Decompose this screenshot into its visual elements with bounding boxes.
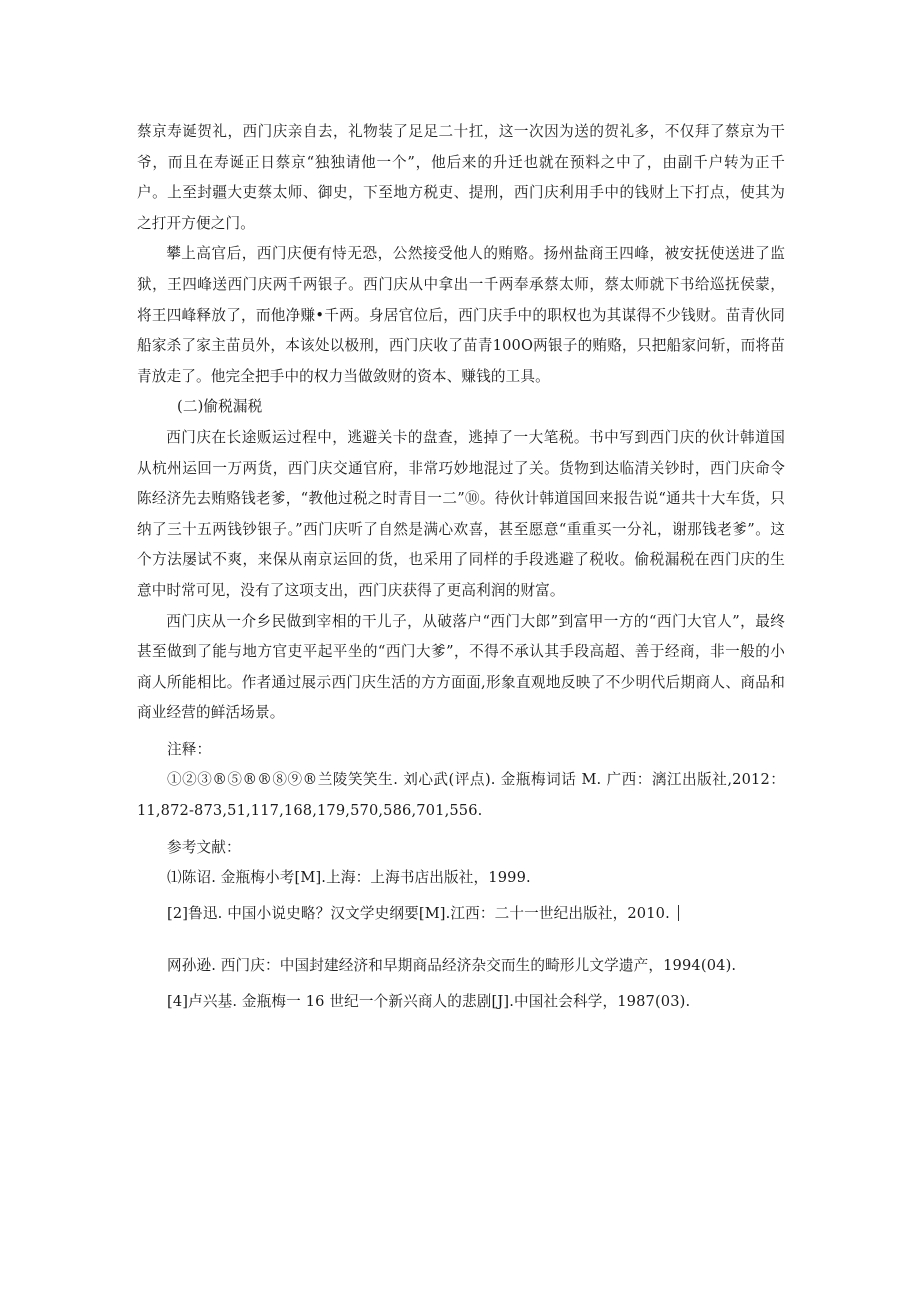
paragraph-4: 西门庆从一介乡民做到宰相的干儿子，从破落户“西门大郎”到富甲一方的“西门大官人”，最终甚至做到了能与地方官吏平起平坐的“西门大爹”，不得不承认其手段高超、善于经商，非一般的小商人所能相比。作者通过展示西门庆生活的方方面面,形象直观地反映了不少明代后期商人、商品和商业经营的鲜活场景。	[137, 612, 785, 722]
reference-item-3: 网孙逊. 西门庆：中国封建经济和早期商品经济杂交而生的畸形儿文学遗产，1994(04).	[167, 957, 737, 975]
reference-list	[137, 863, 785, 1017]
article-body	[137, 117, 785, 1018]
reference-item-4: [4]卢兴基. 金瓶梅一 16 世纪一个新兴商人的悲剧[J].中国社会科学，1987(03).	[167, 993, 691, 1011]
reference-item-2	[137, 899, 785, 930]
notes-text: ①②③®⑤®®⑧⑨®兰陵笑笑生. 刘心武(评点). 金瓶梅词话 M. 广西：漓江出版社,2012： 11,872-873,51,117,168,179,570,586,701,556.	[137, 771, 785, 820]
section-heading: (二)偷税漏税	[177, 398, 263, 416]
paragraph-1: 蔡京寿诞贺礼，西门庆亲自去，礼物装了足足二十扛，这一次因为送的贺礼多，不仅拜了蔡京为干爷，而且在寿诞正日蔡京“独独请他一个”，他后来的升迁也就在预料之中了，由副千户转为正千户。上至封疆大吏蔡太师、御史，下至地方税吏、提刑，西门庆利用手中的钱财上下打点，使其为之打开方便之门。	[137, 123, 785, 232]
text-cursor	[678, 905, 679, 921]
paragraph-2: 攀上高官后，西门庆便有恃无恐，公然接受他人的贿赂。扬州盐商王四峰，被安抚使送进了监狱，王四峰送西门庆两千两银子。西门庆从中拿出一千两奉承蔡太师，蔡太师就下书给巡抚侯蒙，将王四峰释放了，而他净赚•千两。身居官位后，西门庆手中的职权也为其谋得不少钱财。苗青伙同船家杀了家主苗员外，本该处以极刑，西门庆收了苗青100O两银子的贿赂，只把船家问斩，而将苗青放走了。他完全把手中的权力当做敛财的资本、赚钱的工具。	[137, 245, 785, 385]
notes-label: 注释：	[167, 740, 212, 758]
reference-item-2-text: [2]鲁迅. 中国小说史略？汉文学史纲要[M].江西：二十一世纪出版社，2010.	[167, 904, 670, 922]
paragraph-3: 西门庆在长途贩运过程中，逃避关卡的盘查，逃掉了一大笔税。书中写到西门庆的伙计韩道国从杭州运回一万两货，西门庆交通官府，非常巧妙地混过了关。货物到达临清关钞时，西门庆命令陈经济先去贿赂钱老爹，“教他过税之时青目一二”⑩。待伙计韩道国回来报告说“通共十大车货，只纳了三十五两钱钞银子。”西门庆听了自然是满心欢喜，甚至愿意“重重买一分礼，谢那钱老爹”。这个方法屡试不爽，来保从南京运回的货，也采用了同样的手段逃避了税收。偷税漏税在西门庆的生意中时常可见，没有了这项支出，西门庆获得了更高利润的财富。	[137, 428, 785, 599]
reference-item-1: ⑴陈诏. 金瓶梅小考[M].上海：上海书店出版社，1999.	[167, 869, 531, 887]
references-label: 参考文献：	[167, 838, 241, 856]
